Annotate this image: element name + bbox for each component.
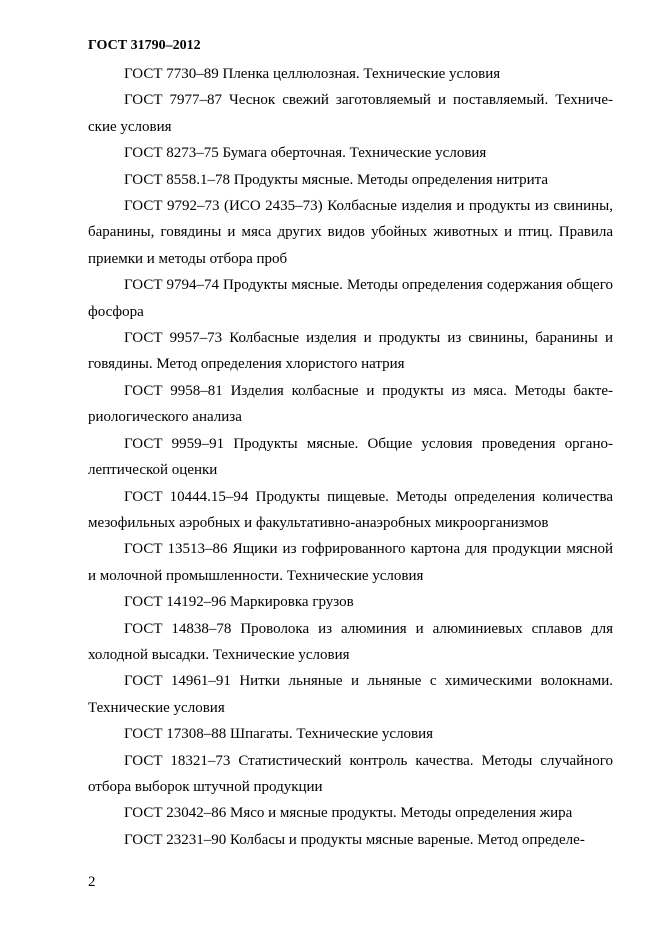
reference-item: ГОСТ 14838–78 Проволока из алюминия и алюминиевых сплавов для холодной высадки. Технические условия xyxy=(88,620,613,663)
reference-item: ГОСТ 7730–89 Пленка целлюлозная. Технические условия xyxy=(124,66,501,82)
reference-item: ГОСТ 9957–73 Колбасные изделия и продукты из свинины, баранины и говядины. Метод определения хлористого натрия xyxy=(88,330,613,373)
reference-item: ГОСТ 9794–74 Продукты мясные. Методы определения содержания общего фосфора xyxy=(88,277,613,320)
reference-item: ГОСТ 23042–86 Мясо и мясные продукты. Методы определения жира xyxy=(124,805,573,822)
document-code-header: ГОСТ 31790–2012 xyxy=(88,38,201,53)
reference-item: ГОСТ 7977–87 Чеснок свежий заготовляемый и поставляемый. Технические условия xyxy=(88,92,613,135)
reference-item: ГОСТ 14961–91 Нитки льняные и льняные с химическими волокнами. Технические условия xyxy=(88,673,613,716)
normative-references-list xyxy=(88,61,613,853)
reference-item: ГОСТ 9959–91 Продукты мясные. Общие условия проведения органолептической оценки xyxy=(88,435,613,479)
reference-item: ГОСТ 10444.15–94 Продукты пищевые. Методы определения количества мезофильных аэробных и факультативно-анаэробных микроорганизмов xyxy=(88,488,613,531)
reference-item: ГОСТ 9792–73 (ИСО 2435–73) Колбасные изделия и продукты из свинины, баранины, говядины и мяса других видов убойных животных и птиц. Правила приемки и методы отбора проб xyxy=(88,198,613,267)
reference-item: ГОСТ 14192–96 Маркировка грузов xyxy=(124,594,354,611)
reference-item: ГОСТ 8558.1–78 Продукты мясные. Методы определения нитрита xyxy=(124,171,549,188)
reference-item: ГОСТ 18321–73 Статистический контроль качества. Методы случайного отбора выборок штучной продукции xyxy=(88,752,613,795)
reference-item: ГОСТ 23231–90 Колбасы и продукты мясные вареные. Метод определе- xyxy=(124,831,585,848)
reference-item: ГОСТ 17308–88 Шпагаты. Технические условия xyxy=(124,726,434,743)
reference-item: ГОСТ 8273–75 Бумага оберточная. Технические условия xyxy=(124,145,487,162)
reference-item: ГОСТ 9958–81 Изделия колбасные и продукты из мяса. Методы бактериологического анализа xyxy=(88,382,613,426)
page-number: 2 xyxy=(88,874,96,890)
reference-item: ГОСТ 13513–86 Ящики из гофрированного картона для продукции мясной и молочной промышленности. Технические условия xyxy=(88,541,613,584)
